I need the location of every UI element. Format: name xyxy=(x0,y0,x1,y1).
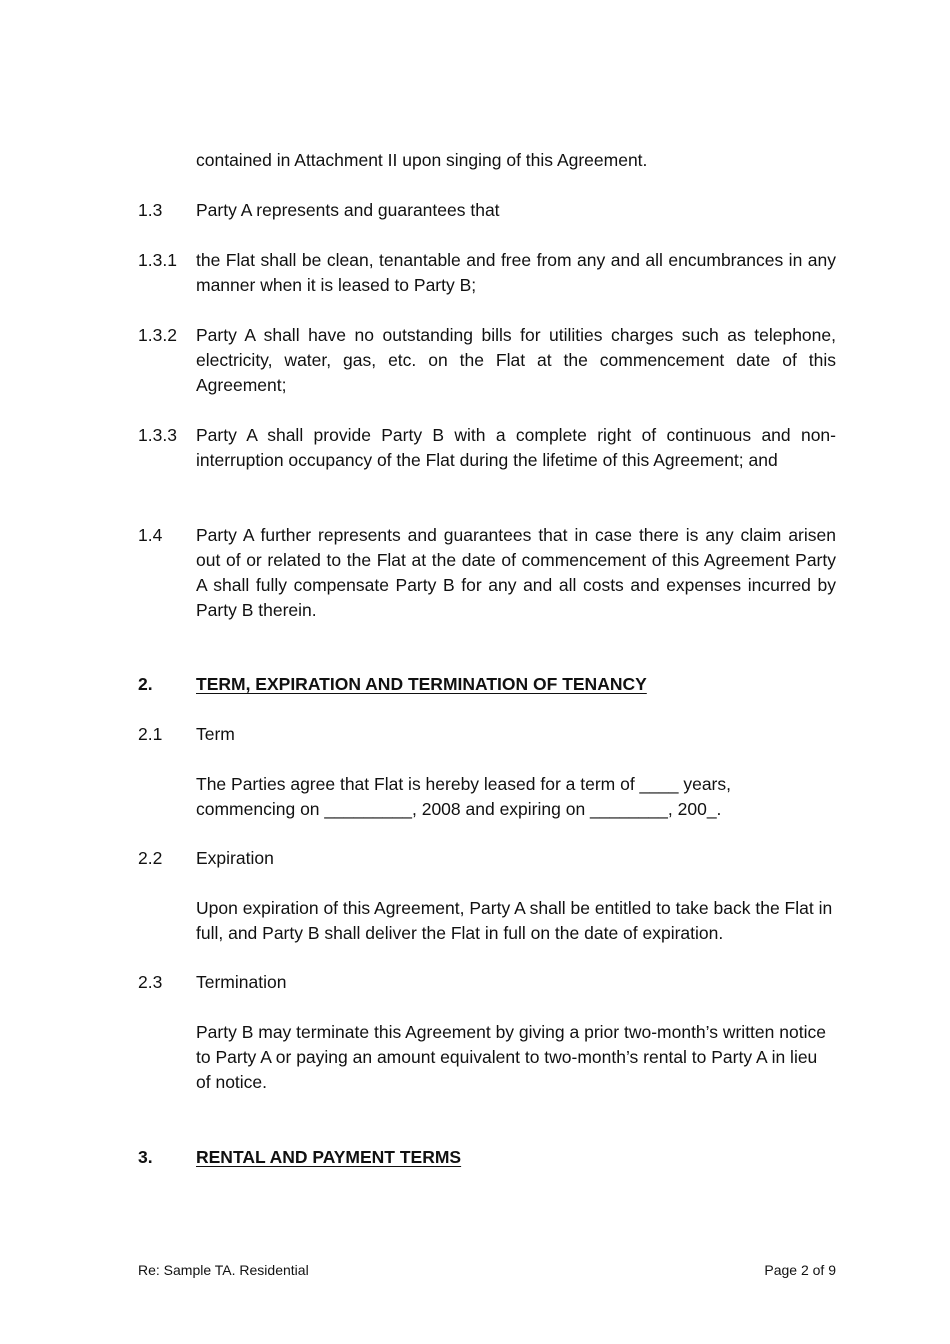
clause-text: Party B may terminate this Agreement by giving a prior two-month’s written notice to Party A or paying an amount equivalent to two-month’s rental to Party A in lieu of notice. xyxy=(196,1022,826,1092)
section-number: 2. xyxy=(138,674,153,694)
section-number: 3. xyxy=(138,1147,153,1167)
clause-number: 1.3.2 xyxy=(138,325,177,345)
clause-text: Party A further represents and guarantees that in case there is any claim arisen out of or related to the Flat at the date of commencement of this Agreement Party A shall fully compensate Party B for any and all costs and expenses incurred by Party B therein. xyxy=(196,525,836,620)
continuation-text: contained in Attachment II upon singing of this Agreement. xyxy=(196,150,648,170)
clause-text: the Flat shall be clean, tenantable and free from any and all encumbrances in any manner when it is leased to Party B; xyxy=(196,250,836,295)
clause-text: Party A shall provide Party B with a complete right of continuous and non-interruption occupancy of the Flat during the lifetime of this Agreement; and xyxy=(196,425,836,470)
clause-number: 1.3.3 xyxy=(138,425,177,445)
section-title: RENTAL AND PAYMENT TERMS xyxy=(196,1147,462,1167)
clause-number: 1.3 xyxy=(138,200,163,220)
clause-number: 1.3.1 xyxy=(138,250,177,270)
clause-number: 1.4 xyxy=(138,525,163,545)
footer-page-number: Page 2 of 9 xyxy=(764,1262,836,1278)
clause-text: Upon expiration of this Agreement, Party A shall be entitled to take back the Flat in full, and Party B shall deliver the Flat in full on the date of expiration. xyxy=(196,898,833,943)
clause-number: 2.3 xyxy=(138,972,163,992)
clause-text: Party A represents and guarantees that xyxy=(196,200,500,220)
clause-text-line-2: commencing on _________, 2008 and expiring on ________, 200_. xyxy=(196,799,722,819)
clause-title: Termination xyxy=(196,972,287,992)
section-title: TERM, EXPIRATION AND TERMINATION OF TENANCY xyxy=(196,674,647,694)
clause-title: Expiration xyxy=(196,848,274,868)
footer-reference: Re: Sample TA. Residential xyxy=(138,1262,309,1278)
clause-text: Party A shall have no outstanding bills for utilities charges such as telephone, electricity, water, gas, etc. on the Flat at the commencement date of this Agreement; xyxy=(196,325,836,395)
clause-number: 2.2 xyxy=(138,848,163,868)
clause-title: Term xyxy=(196,724,235,744)
clause-number: 2.1 xyxy=(138,724,163,744)
clause-text-line-1: The Parties agree that Flat is hereby leased for a term of ____ years, xyxy=(196,774,731,794)
